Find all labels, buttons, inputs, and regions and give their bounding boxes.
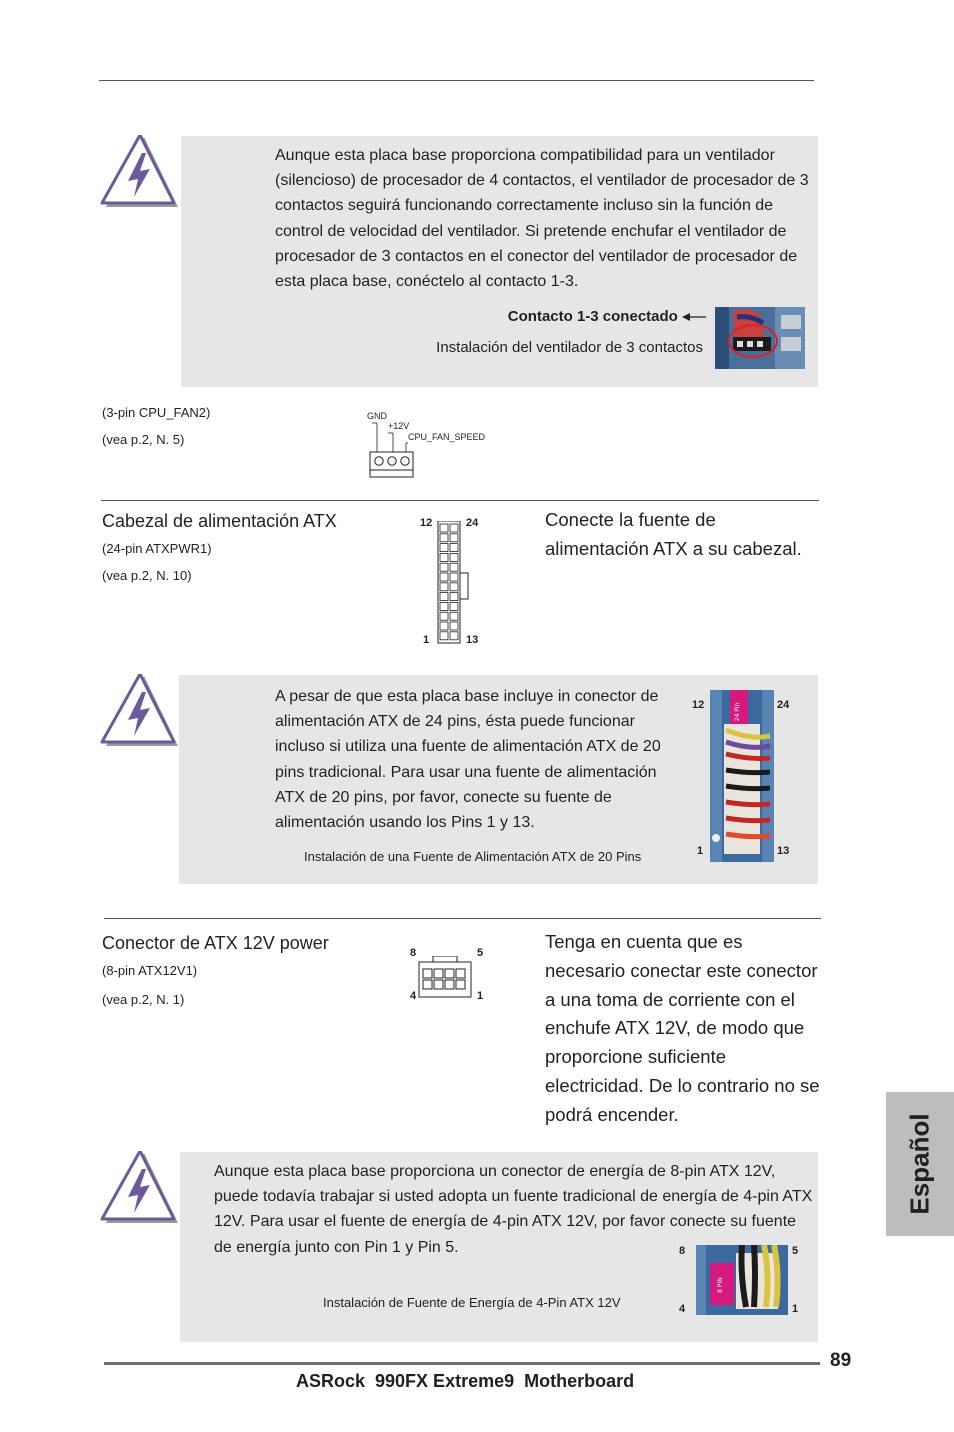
- atx12v-pin-4: 4: [410, 990, 417, 1002]
- atx20-install-photo: [710, 690, 774, 862]
- atx24-pin-cell: [440, 583, 448, 591]
- atx12v-name: (8-pin ATX12V1): [102, 963, 198, 978]
- fan-install-photo: [715, 307, 805, 369]
- atx24-pin-cell: [450, 573, 458, 581]
- atx12v-ref: (vea p.2, N. 1): [102, 992, 185, 1007]
- fan-caption: Instalación del ventilador de 3 contactos: [436, 339, 703, 356]
- note-4pin-text: Aunque esta placa base proporciona un conector de energía de 8-pin ATX 12V, puede todavía trabajar si usted adopta un fuente tradicional de energía de 4-pin ATX 12V. Para usar el fuente de energía de 4-pin ATX 12V, por favor conecte su fuente de energía junto con Pin 1 y Pin 5.: [214, 1163, 813, 1256]
- 4pin-photo-label: 8 PIN: [717, 1277, 724, 1293]
- atx24-pin-cell: [450, 524, 458, 532]
- atx-24pin-diagram: [436, 521, 472, 650]
- atx20-pin-24: 24: [777, 699, 790, 711]
- section-rule-atx: [101, 500, 819, 501]
- atx12v-title: Conector de ATX 12V power: [102, 933, 329, 953]
- atx12v-8pin-diagram: [418, 956, 472, 1003]
- atx24-pin-cell: [450, 534, 458, 542]
- atx12v-pin-5: 5: [477, 947, 484, 959]
- 4pin-pin-5: 5: [792, 1245, 799, 1257]
- section-rule-atx12v: [104, 918, 821, 919]
- atx24-pin-cell: [440, 544, 448, 552]
- note-atx20-text: A pesar de que esta placa base incluye in conector de alimentación ATX de 24 pins, ésta puede funcionar incluso si utiliza una fuente de alimentación ATX de 20 pins tradicional. Para usar una fuente de alimentación ATX de 20 pins, por favor, conecte su fuente de alimentación usando los Pins 1 y 13.: [275, 688, 661, 832]
- atx-desc: Conecte la fuente de alimentación ATX a su cabezal.: [545, 509, 802, 559]
- footer-title: ASRock 990FX Extreme9 Motherboard: [296, 1371, 635, 1391]
- atx12v-pin-1: 1: [477, 990, 484, 1002]
- page-number: 89: [830, 1350, 852, 1371]
- fan-callout: [430, 308, 706, 326]
- atx24-pin-cell: [450, 553, 458, 561]
- atx24-pin-cell: [450, 632, 458, 640]
- footer-rule: [104, 1362, 820, 1365]
- cpu-fan2-name: (3-pin CPU_FAN2): [102, 405, 211, 420]
- atx20-pin-12: 12: [692, 699, 705, 711]
- warning-lightning-icon: [100, 674, 180, 750]
- atx24-pin-cell: [440, 534, 448, 542]
- atx-ref: (vea p.2, N. 10): [102, 568, 192, 583]
- atx24-pin-cell: [440, 563, 448, 571]
- atx20-photo-label: 24 Pin: [734, 702, 741, 722]
- pin-gnd-label: GND: [367, 411, 387, 421]
- pin-speed-label: CPU_FAN_SPEED: [408, 432, 486, 442]
- language-tab: [886, 1092, 954, 1236]
- atx24-pin-cell: [450, 563, 458, 571]
- atx20-pin-13: 13: [777, 845, 790, 857]
- 4pin-pin-4: 4: [679, 1303, 686, 1315]
- atx-pin-1: 1: [423, 634, 430, 646]
- 4pin-pin-1: 1: [792, 1303, 799, 1315]
- atx-title: Cabezal de alimentación ATX: [102, 511, 337, 531]
- atx-name: (24-pin ATXPWR1): [102, 541, 212, 556]
- top-rule: [99, 80, 814, 81]
- atx24-pin-cell: [450, 593, 458, 601]
- atx24-pin-cell: [450, 612, 458, 620]
- 4pin-install-photo: [696, 1245, 788, 1315]
- atx-pin-13: 13: [466, 634, 479, 646]
- warning-lightning-icon: [100, 1151, 180, 1227]
- atx24-pin-cell: [440, 573, 448, 581]
- arrow-left-icon: [682, 309, 706, 326]
- fan-callout-label: Contacto 1-3 conectado: [507, 308, 678, 325]
- atx24-pin-cell: [440, 632, 448, 640]
- atx24-pin-cell: [440, 612, 448, 620]
- atx-pin-24: 24: [466, 517, 479, 529]
- atx24-pin-cell: [450, 622, 458, 630]
- atx24-pin-cell: [440, 553, 448, 561]
- atx12v-desc: Tenga en cuenta que es necesario conectar este conector a una toma de corriente con el enchufe ATX 12V, de modo que proporcione suficiente electricidad. De lo contrario no se podrá encender.: [545, 931, 820, 1125]
- atx24-pin-cell: [440, 524, 448, 532]
- atx24-pin-cell: [450, 602, 458, 610]
- atx24-pin-cell: [450, 544, 458, 552]
- pin-12v-label: +12V: [388, 421, 410, 431]
- 4pin-pin-8: 8: [679, 1245, 686, 1257]
- atx24-pin-cell: [450, 583, 458, 591]
- language-tab-label: Español: [904, 1113, 935, 1215]
- atx-pin-12: 12: [420, 517, 433, 529]
- cpu-fan2-ref: (vea p.2, N. 5): [102, 432, 185, 447]
- atx20-pin-1: 1: [697, 845, 704, 857]
- atx24-pin-cell: [440, 602, 448, 610]
- warning-lightning-icon: [100, 135, 180, 211]
- note-fan-text: Aunque esta placa base proporciona compatibilidad para un ventilador (silencioso) de procesador de 4 contactos, el ventilador de procesador de 3 contactos seguirá funcionando correctamente incluso sin la función de control de velocidad del ventilador. Si pretende enchufar el ventilador de procesador de 3 contactos en el conector del ventilador de procesador de esta placa base, conéctelo al contacto 1-3.: [275, 147, 809, 291]
- atx20-caption: Instalación de una Fuente de Alimentación ATX de 20 Pins: [304, 849, 642, 864]
- atx24-pin-cell: [440, 593, 448, 601]
- 4pin-caption: Instalación de Fuente de Energía de 4-Pin ATX 12V: [323, 1295, 621, 1310]
- cpu-fan2-diagram: [360, 410, 510, 482]
- atx12v-pin-8: 8: [410, 947, 417, 959]
- atx24-pin-cell: [440, 622, 448, 630]
